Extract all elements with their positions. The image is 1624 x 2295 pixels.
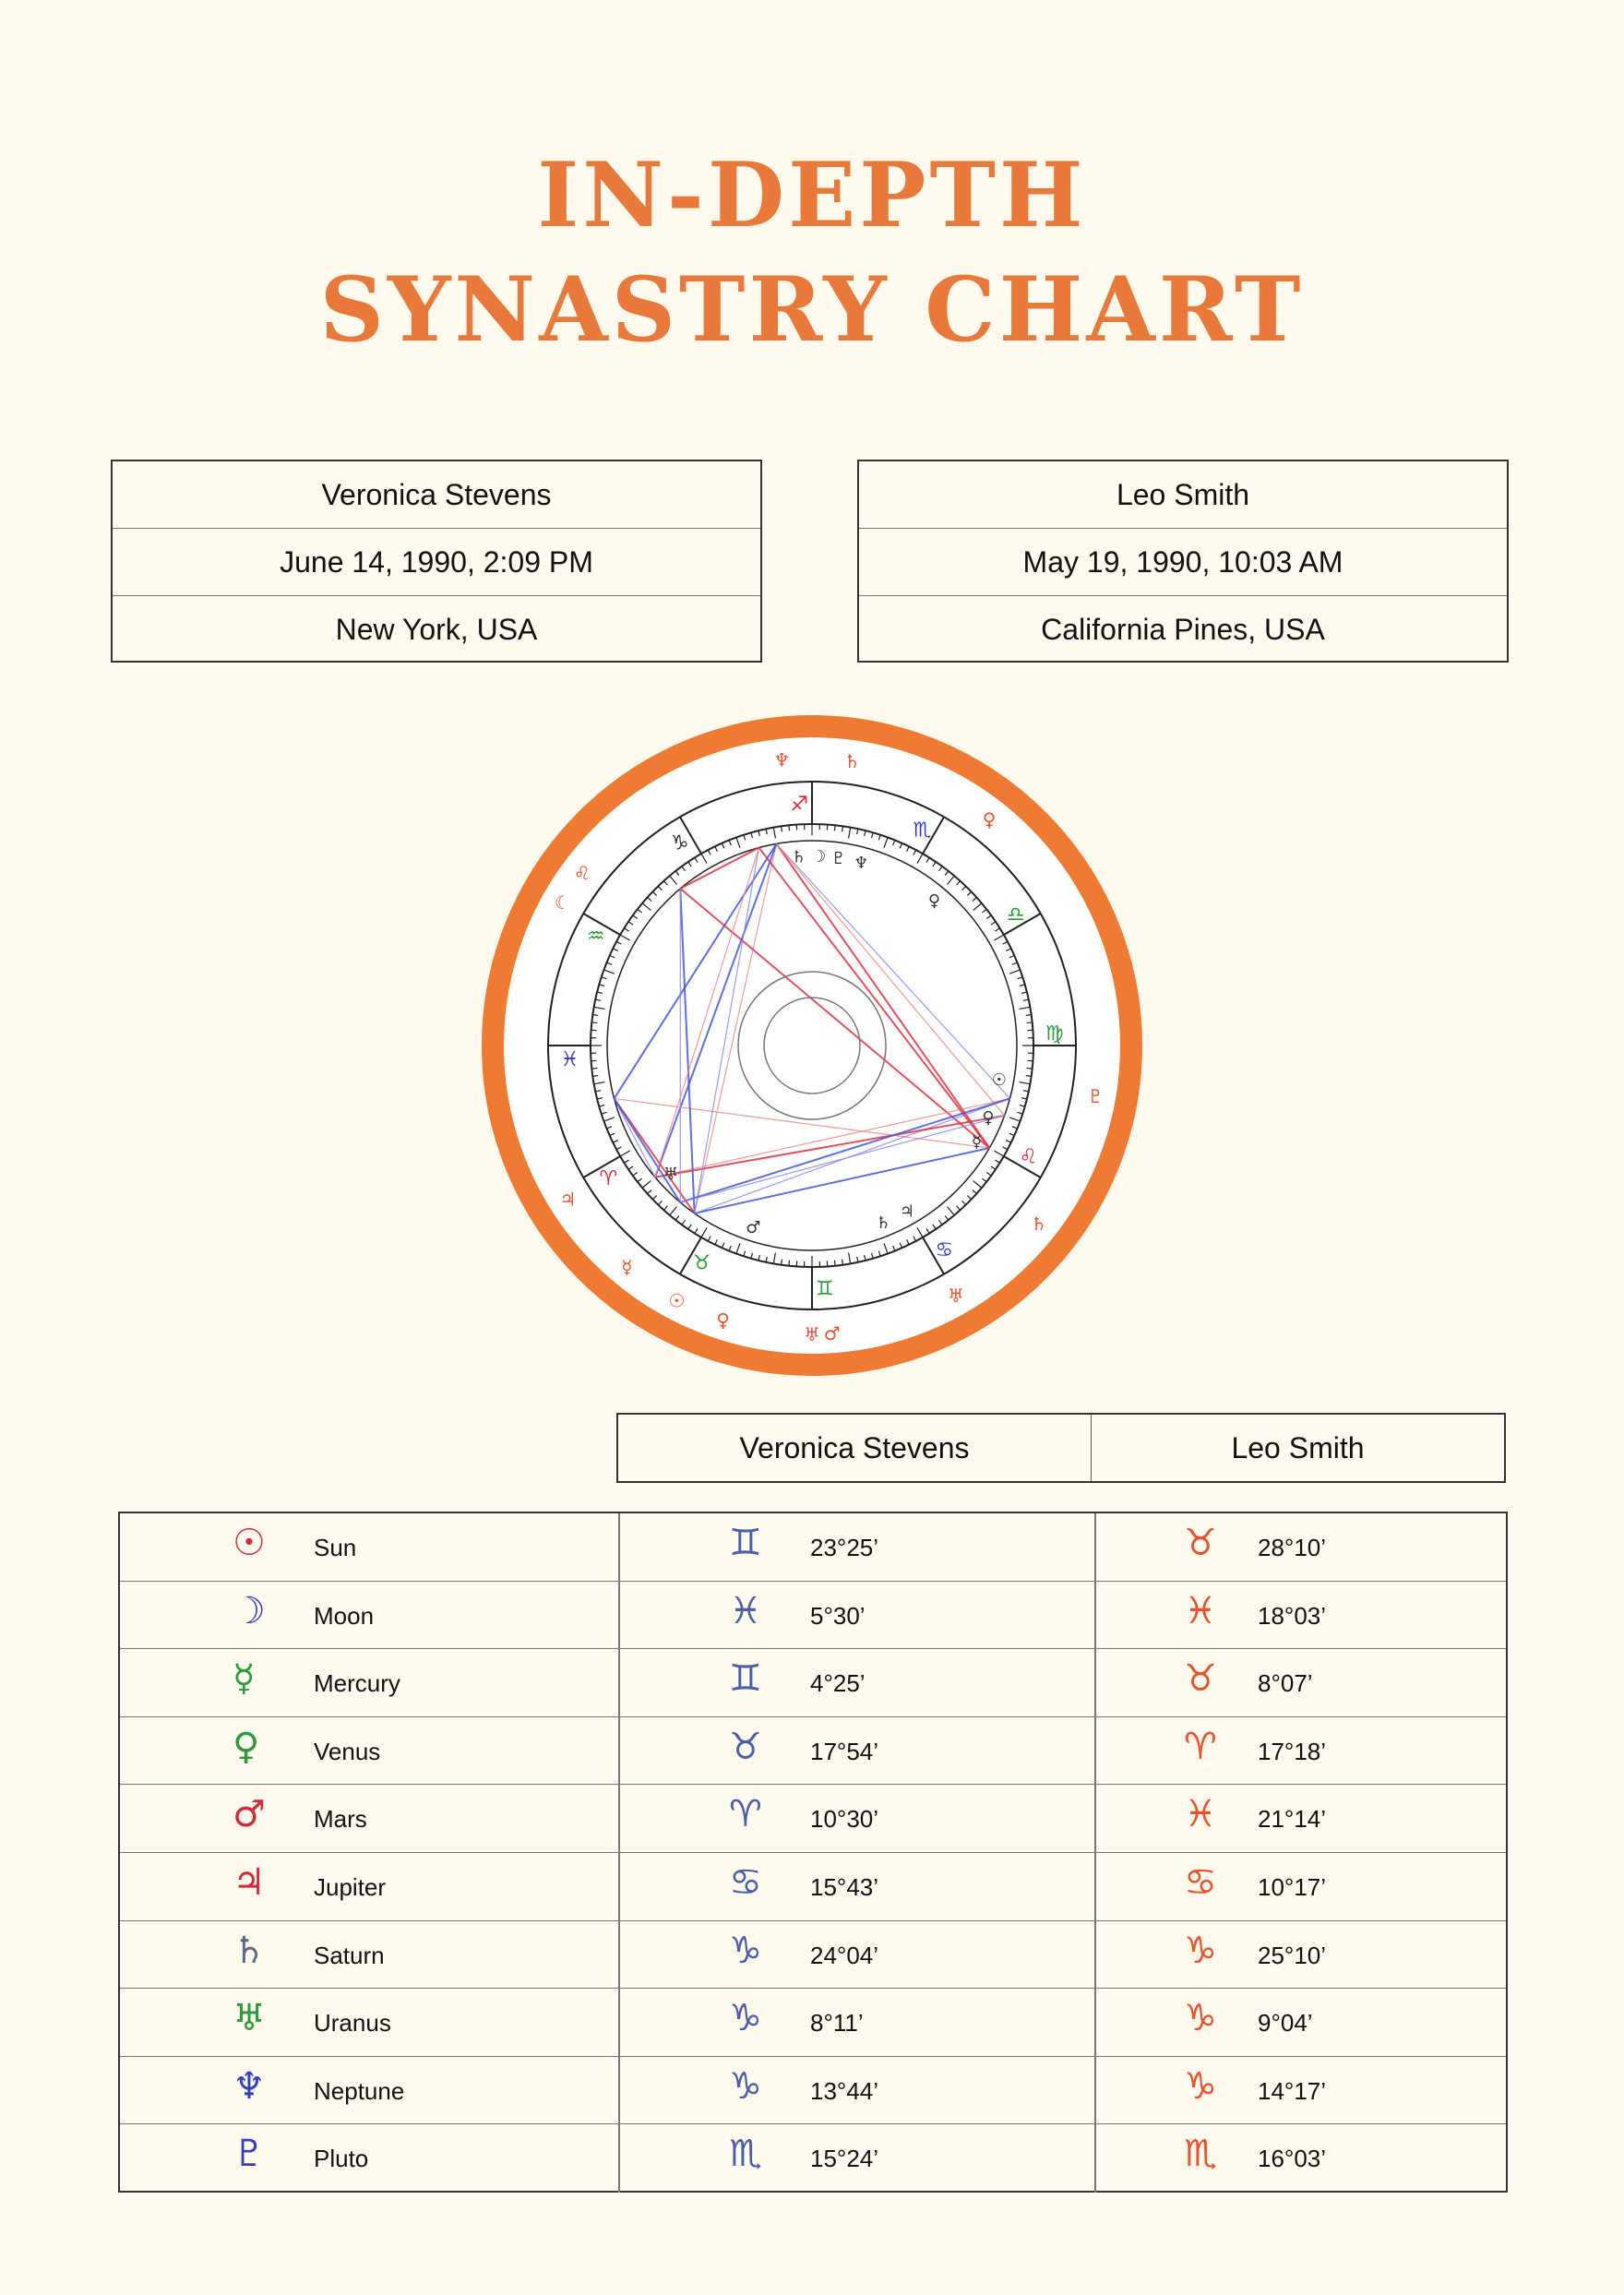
person2-name: Leo Smith [859,461,1507,529]
planet-name: Mercury [314,1669,400,1698]
column-divider [1094,1513,1096,1581]
synastry-wheel [480,713,1144,1378]
inner-planet-glyph: ♄ [876,1213,891,1233]
planet-name: Moon [314,1601,375,1630]
leo-sign-icon: ♈ [1184,1725,1217,1768]
veronica-sign-icon: ♉ [729,1725,762,1768]
table-row [120,1785,1506,1853]
tick [592,1076,598,1077]
leo-degree: 10°17’ [1258,1872,1327,1901]
leo-sign-icon: ♏ [1184,2133,1217,2176]
zodiac-sign-glyph: ♌ [1019,1145,1038,1169]
veronica-degree: 5°30’ [810,1601,866,1630]
leo-degree: 14°17’ [1258,2076,1327,2105]
tick [1026,1076,1032,1077]
leo-sign-icon: ♋ [1184,1860,1217,1904]
person2-info-box [857,460,1509,663]
saturn-icon: ♄ [233,1929,266,1972]
planet-positions-table [118,1512,1508,2193]
veronica-degree: 8°11’ [810,2009,864,2038]
person1-info-box [111,460,762,663]
venus-icon: ♀ [233,1725,260,1768]
column-divider [1094,2057,1096,2124]
column-divider [618,1921,620,1989]
tick [834,1261,835,1266]
table-row [120,1582,1506,1650]
outer-planet-glyph: ♌ [573,862,591,885]
inner-planet-glyph: ♀ [927,891,941,912]
leo-sign-icon: ♓ [1184,1793,1217,1836]
column-divider [618,1785,620,1852]
outer-planet-glyph: ♇ [1087,1085,1105,1108]
leo-degree: 25°10’ [1258,1941,1327,1969]
veronica-degree: 15°43’ [810,1872,879,1901]
title-line-1: IN-DEPTH [537,143,1087,247]
sun-icon: ☉ [233,1522,266,1564]
tick [591,1068,597,1069]
tick [592,1015,598,1016]
veronica-degree: 13°44’ [810,2076,879,2105]
person2-datetime: May 19, 1990, 10:03 AM [859,529,1507,596]
leo-degree: 17°18’ [1258,1737,1327,1765]
table-row [120,1717,1506,1786]
person1-name: Veronica Stevens [113,461,760,529]
planet-name: Saturn [314,1941,385,1969]
inner-planet-glyph: ♆ [854,854,869,874]
column-divider [1094,1853,1096,1920]
table-row [120,2124,1506,2193]
planet-name: Venus [314,1737,381,1765]
column-divider [618,1989,620,2056]
tick [591,1022,597,1023]
table-row [120,1989,1506,2057]
leo-sign-icon: ♉ [1184,1522,1217,1564]
outer-planet-glyph: ♆ [773,748,791,771]
outer-planet-glyph: ♂ [823,1322,841,1345]
title-line-2: SYNASTRY CHART [319,257,1305,362]
veronica-sign-icon: ♏ [729,2133,762,2176]
uranus-icon: ♅ [233,1997,266,2040]
veronica-degree: 23°25’ [810,1534,879,1561]
outer-planet-glyph: ☾ [554,891,571,914]
veronica-degree: 24°04’ [810,1941,879,1969]
tick [842,826,843,831]
column-divider [618,1582,620,1649]
header-veronica: Veronica Stevens [618,1415,1092,1481]
column-divider [1094,1785,1096,1852]
zodiac-sign-glyph: ♍ [1045,1022,1064,1046]
table-row [120,1513,1506,1582]
person2-place: California Pines, USA [1041,612,1325,646]
column-divider [1094,1989,1096,2056]
veronica-sign-icon: ♊ [729,1657,762,1701]
outer-planet-glyph: ♃ [559,1188,577,1211]
table-row [120,1853,1506,1921]
tick [1027,1068,1033,1069]
inner-planet-glyph: ☉ [991,1070,1007,1090]
zodiac-sign-glyph: ♈ [599,1167,618,1191]
planet-name: Pluto [314,2145,369,2173]
table-row [120,2057,1506,2125]
outer-planet-glyph: ☿ [621,1256,633,1279]
inner-planet-glyph: ☽ [811,847,827,867]
leo-degree: 16°03’ [1258,2145,1327,2173]
inner-planet-glyph: ♇ [830,849,846,869]
table-row [120,1921,1506,1990]
veronica-sign-icon: ♓ [729,1589,762,1632]
table-header [616,1413,1506,1483]
leo-degree: 28°10’ [1258,1534,1327,1561]
moon-icon: ☽ [233,1589,266,1632]
tick [789,1261,790,1266]
column-divider [1094,2124,1096,2193]
tick [789,825,790,831]
veronica-degree: 4°25’ [810,1669,866,1698]
tick [1027,1022,1033,1023]
column-divider [618,1853,620,1920]
zodiac-sign-glyph: ♒ [586,925,605,949]
person1-place: New York, USA [335,612,538,646]
header-leo: Leo Smith [1231,1430,1365,1464]
veronica-degree: 17°54’ [810,1737,879,1765]
leo-degree: 8°07’ [1258,1669,1313,1698]
neptune-icon: ♆ [233,2064,266,2108]
leo-degree: 18°03’ [1258,1601,1327,1630]
veronica-degree: 10°30’ [810,1805,879,1834]
column-divider [1094,1649,1096,1716]
mars-icon: ♂ [233,1793,266,1836]
veronica-sign-icon: ♑ [729,2064,762,2108]
leo-sign-icon: ♓ [1184,1589,1217,1632]
zodiac-sign-glyph: ♋ [935,1238,954,1262]
leo-sign-icon: ♑ [1184,2064,1217,2108]
column-divider [1094,1717,1096,1785]
inner-planet-glyph: ♅ [663,1164,678,1184]
person1-datetime: June 14, 1990, 2:09 PM [113,529,760,596]
column-divider [1094,1921,1096,1989]
inner-planet-glyph: ♀ [982,1108,995,1129]
zodiac-sign-glyph: ♉ [692,1251,711,1275]
column-divider [1094,1582,1096,1649]
zodiac-sign-glyph: ♓ [560,1047,579,1071]
leo-degree: 21°14’ [1258,1805,1327,1834]
inner-planet-glyph: ♃ [899,1201,915,1222]
zodiac-sign-glyph: ♑ [670,831,689,855]
zodiac-sign-glyph: ♏ [913,819,932,843]
planet-name: Neptune [314,2076,405,2105]
table-row [120,1649,1506,1717]
leo-sign-icon: ♉ [1184,1657,1217,1701]
inner-planet-glyph: ☿ [971,1132,982,1152]
planet-name: Sun [314,1534,357,1561]
outer-planet-glyph: ♀ [716,1309,730,1332]
zodiac-sign-glyph: ♎ [1006,902,1025,926]
outer-planet-glyph: ☉ [668,1289,686,1312]
veronica-sign-icon: ♈ [729,1793,762,1836]
outer-planet-glyph: ♀ [982,808,997,831]
veronica-sign-icon: ♊ [729,1522,762,1564]
column-divider [618,2124,620,2193]
column-divider [618,1513,620,1581]
column-divider [618,2057,620,2124]
veronica-sign-icon: ♑ [729,1929,762,1972]
tick [834,825,835,831]
column-divider [618,1649,620,1716]
inner-planet-glyph: ♄ [791,847,806,867]
column-divider [618,1717,620,1785]
planet-name: Mars [314,1805,367,1834]
leo-sign-icon: ♑ [1184,1997,1217,2040]
veronica-degree: 15°24’ [810,2145,879,2173]
page-title [0,138,1624,367]
outer-planet-glyph: ♅ [948,1285,964,1308]
planet-name: Jupiter [314,1872,387,1901]
jupiter-icon: ♃ [233,1860,266,1904]
leo-sign-icon: ♑ [1184,1929,1217,1972]
leo-degree: 9°04’ [1258,2009,1313,2038]
veronica-sign-icon: ♋ [729,1860,762,1904]
inner-planet-glyph: ♂ [746,1217,761,1237]
outer-planet-glyph: ♅ [804,1323,820,1345]
tick [1026,1015,1032,1016]
veronica-sign-icon: ♑ [729,1997,762,2040]
tick [842,1260,843,1265]
pluto-icon: ♇ [233,2133,266,2176]
planet-name: Uranus [314,2009,391,2038]
outer-planet-glyph: ♄ [843,750,861,773]
mercury-icon: ☿ [233,1657,256,1701]
zodiac-sign-glyph: ♐ [790,793,809,817]
zodiac-sign-glyph: ♊ [815,1277,834,1301]
outer-planet-glyph: ♄ [1030,1213,1047,1236]
